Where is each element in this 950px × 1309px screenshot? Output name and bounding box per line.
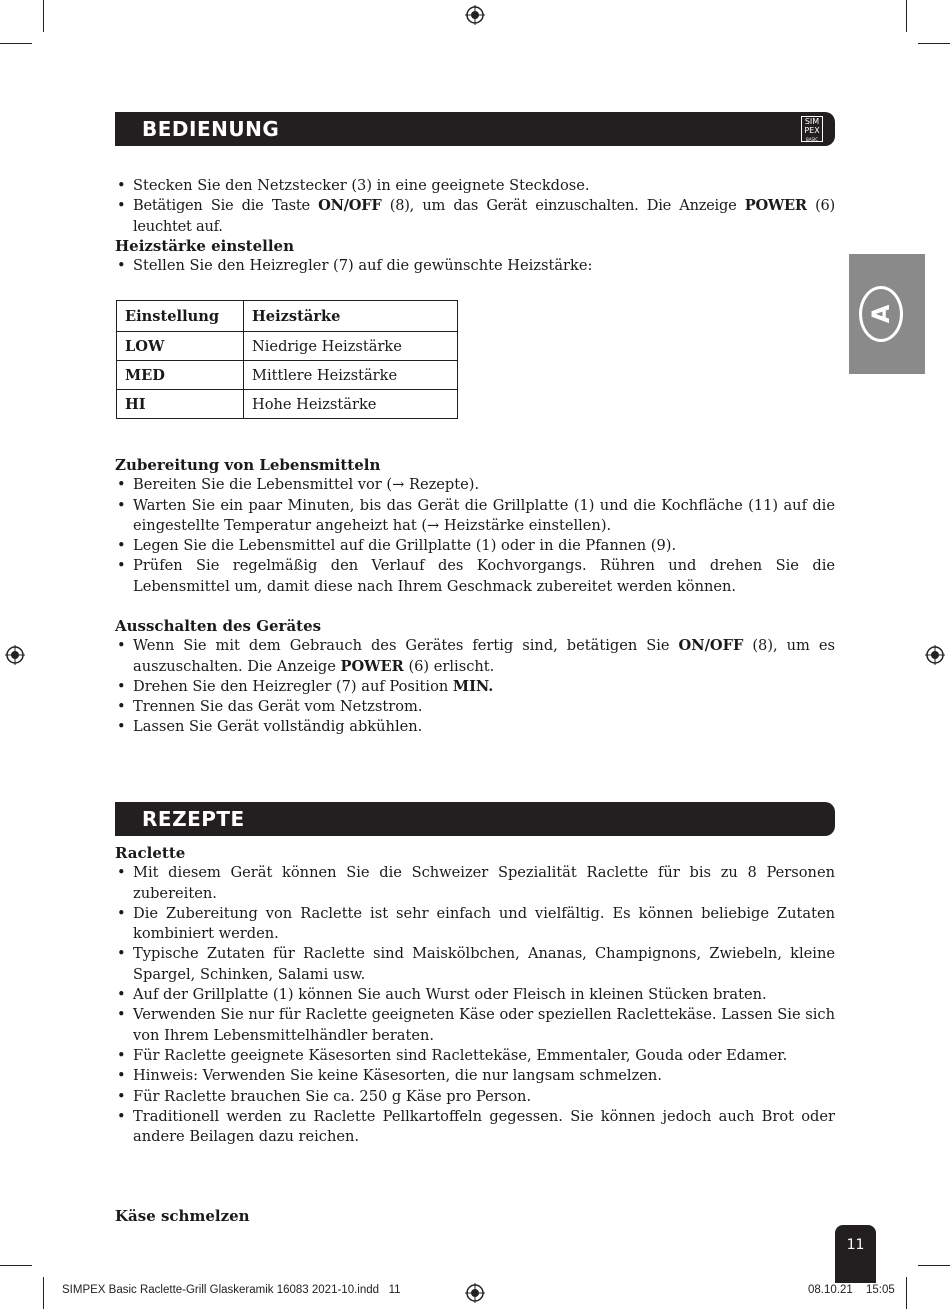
raclette-block xyxy=(115,843,835,1147)
table-cell: MED xyxy=(117,361,244,390)
page-number: 11 xyxy=(835,1225,876,1283)
list-item: • Legen Sie die Lebensmittel auf die Grillplatte (1) oder in die Pfannen (9). xyxy=(115,536,835,556)
crop-mark xyxy=(43,0,44,32)
list-item: • Für Raclette geeignete Käsesorten sind Raclettekäse, Emmentaler, Gouda oder Edamer. xyxy=(115,1046,835,1066)
logo-line: BASIC xyxy=(806,137,818,142)
section-header-rezepte xyxy=(115,802,835,836)
heizstaerke-table xyxy=(116,300,458,419)
logo-line: PEX xyxy=(804,126,820,135)
zubereitung-block xyxy=(115,455,835,597)
crop-mark xyxy=(918,43,950,44)
table-header-row xyxy=(117,301,458,332)
intro-block xyxy=(115,176,835,237)
list-item: • Die Zubereitung von Raclette ist sehr einfach und vielfältig. Es können beliebige Zutaten kombiniert werden. xyxy=(115,904,835,945)
subheading: Käse schmelzen xyxy=(115,1207,250,1225)
list-item: • Stellen Sie den Heizregler (7) auf die gewünschte Heizstärke: xyxy=(115,256,835,276)
heizstaerke-block xyxy=(115,236,835,277)
table-row xyxy=(117,361,458,390)
subheading: Heizstärke einstellen xyxy=(115,237,294,255)
list-item: • Warten Sie ein paar Minuten, bis das Gerät die Grillplatte (1) und die Kochfläche (11) auf die eingestellte Temperatur angeheizt hat (→ Heizstärke einstellen). xyxy=(115,496,835,537)
kaese-block xyxy=(115,1206,835,1226)
section-title: BEDIENUNG xyxy=(142,117,280,141)
list-item: • Drehen Sie den Heizregler (7) auf Position MIN. xyxy=(115,677,835,697)
list-item: • Verwenden Sie nur für Raclette geeigneten Käse oder speziellen Raclettekäse. Lassen Sie sich von Ihrem Lebensmittelhändler beraten. xyxy=(115,1005,835,1046)
table-cell: Mittlere Heizstärke xyxy=(244,361,458,390)
crop-mark xyxy=(906,1277,907,1309)
list-item: • Typische Zutaten für Raclette sind Maiskölbchen, Ananas, Champignons, Zwiebeln, kleine Spargel, Schinken, Salami usw. xyxy=(115,944,835,985)
list-item: • Stecken Sie den Netzstecker (3) in eine geeignete Steckdose. xyxy=(115,176,835,196)
list-item: • Wenn Sie mit dem Gebrauch des Gerätes fertig sind, betätigen Sie ON/OFF (8), um es auszuschalten. Die Anzeige POWER (6) erlischt. xyxy=(115,636,835,677)
list-item: • Mit diesem Gerät können Sie die Schweizer Spezialität Raclette für bis zu 8 Personen zubereiten. xyxy=(115,863,835,904)
table-cell: Niedrige Heizstärke xyxy=(244,332,458,361)
crop-mark xyxy=(43,1277,44,1309)
table-row xyxy=(117,332,458,361)
section-title: REZEPTE xyxy=(142,807,245,831)
registration-mark-icon xyxy=(925,645,945,665)
table-cell: HI xyxy=(117,390,244,419)
subheading: Ausschalten des Gerätes xyxy=(115,617,322,635)
footer-date: 08.10.21 xyxy=(808,1284,853,1296)
crop-mark xyxy=(906,0,907,32)
footer-file-info: SIMPEX Basic Raclette-Grill Glaskeramik 16083 2021-10.indd 11 xyxy=(62,1284,401,1296)
logo-line: SIM xyxy=(804,117,820,126)
language-letter: A xyxy=(867,304,895,324)
list-item: • Für Raclette brauchen Sie ca. 250 g Käse pro Person. xyxy=(115,1087,835,1107)
list-item: • Auf der Grillplatte (1) können Sie auch Wurst oder Fleisch in kleinen Stücken braten. xyxy=(115,985,835,1005)
subheading: Zubereitung von Lebensmitteln xyxy=(115,456,381,474)
registration-mark-icon xyxy=(465,1283,485,1303)
ausschalten-block xyxy=(115,616,835,738)
list-item: • Traditionell werden zu Raclette Pellkartoffeln gegessen. Sie können jedoch auch Brot oder andere Beilagen dazu reichen. xyxy=(115,1107,835,1148)
list-item: • Hinweis: Verwenden Sie keine Käsesorten, die nur langsam schmelzen. xyxy=(115,1066,835,1086)
table-cell: Hohe Heizstärke xyxy=(244,390,458,419)
footer-time: 15:05 xyxy=(866,1284,895,1296)
registration-mark-icon xyxy=(5,645,25,665)
list-item: • Betätigen Sie die Taste ON/OFF (8), um das Gerät einzuschalten. Die Anzeige POWER (6) leuchtet auf. xyxy=(115,196,835,237)
list-item: • Prüfen Sie regelmäßig den Verlauf des Kochvorgangs. Rühren und drehen Sie die Lebensmittel um, damit diese nach Ihrem Geschmack zubereitet werden können. xyxy=(115,556,835,597)
table-cell: LOW xyxy=(117,332,244,361)
language-tab xyxy=(849,254,925,374)
table-row xyxy=(117,390,458,419)
crop-mark xyxy=(0,1265,32,1266)
list-item: • Trennen Sie das Gerät vom Netzstrom. xyxy=(115,697,835,717)
crop-mark xyxy=(918,1265,950,1266)
table-header: Heizstärke xyxy=(244,301,458,332)
table-header: Einstellung xyxy=(117,301,244,332)
section-header-bedienung xyxy=(115,112,835,146)
simpex-logo xyxy=(801,116,823,142)
subheading: Raclette xyxy=(115,844,186,862)
list-item: • Bereiten Sie die Lebensmittel vor (→ Rezepte). xyxy=(115,475,835,495)
crop-mark xyxy=(0,43,32,44)
list-item: • Lassen Sie Gerät vollständig abkühlen. xyxy=(115,717,835,737)
registration-mark-icon xyxy=(465,5,485,25)
